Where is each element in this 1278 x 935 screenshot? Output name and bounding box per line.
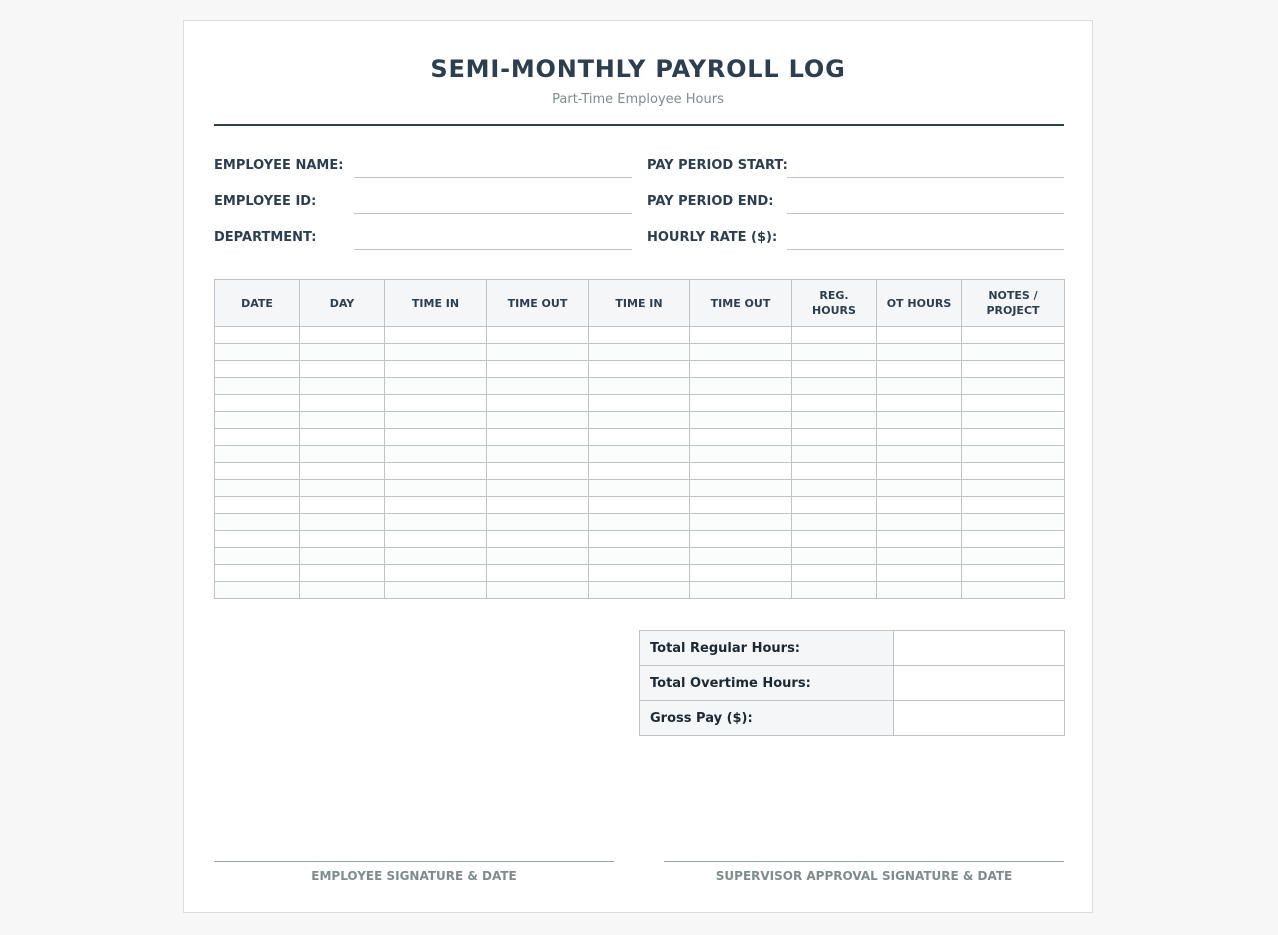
table-cell[interactable] (792, 582, 877, 599)
column-header: DATE (215, 280, 300, 327)
column-header: TIME IN (589, 280, 690, 327)
table-cell[interactable] (215, 344, 300, 361)
table-cell[interactable] (300, 344, 385, 361)
table-cell[interactable] (589, 446, 690, 463)
table-cell[interactable] (487, 327, 589, 344)
table-cell[interactable] (215, 446, 300, 463)
table-cell[interactable] (385, 327, 487, 344)
payroll-log-sheet (183, 20, 1093, 913)
table-cell[interactable] (300, 378, 385, 395)
table-row (215, 514, 1065, 531)
table-cell[interactable] (385, 514, 487, 531)
table-cell[interactable] (792, 480, 877, 497)
table-cell[interactable] (300, 395, 385, 412)
table-cell[interactable] (215, 480, 300, 497)
table-cell[interactable] (877, 412, 962, 429)
table-cell[interactable] (690, 497, 792, 514)
pay-period-start-field[interactable] (787, 177, 1064, 178)
pay-period-end-label: PAY PERIOD END: (647, 194, 774, 209)
table-row (215, 395, 1065, 412)
table-row (215, 429, 1065, 446)
table-cell[interactable] (300, 412, 385, 429)
table-cell[interactable] (487, 446, 589, 463)
table-cell[interactable] (792, 531, 877, 548)
table-cell[interactable] (792, 463, 877, 480)
table-cell[interactable] (877, 497, 962, 514)
table-cell[interactable] (792, 497, 877, 514)
column-header: TIME OUT (487, 280, 589, 327)
hourly-rate-label: HOURLY RATE ($): (647, 230, 778, 245)
table-cell[interactable] (385, 344, 487, 361)
table-cell[interactable] (487, 378, 589, 395)
table-cell[interactable] (792, 378, 877, 395)
table-cell[interactable] (962, 548, 1065, 565)
table-cell[interactable] (877, 327, 962, 344)
table-cell[interactable] (487, 344, 589, 361)
table-cell[interactable] (690, 429, 792, 446)
table-cell[interactable] (589, 582, 690, 599)
table-row (215, 327, 1065, 344)
department-field[interactable] (354, 249, 632, 250)
table-cell[interactable] (877, 429, 962, 446)
table-cell[interactable] (877, 395, 962, 412)
table-cell[interactable] (300, 582, 385, 599)
total-overtime-hours-row (640, 666, 1065, 701)
table-cell[interactable] (589, 344, 690, 361)
column-header: REG. HOURS (792, 280, 877, 327)
pay-period-start-label: PAY PERIOD START: (647, 158, 788, 173)
table-cell[interactable] (877, 582, 962, 599)
table-cell[interactable] (690, 446, 792, 463)
table-cell[interactable] (877, 446, 962, 463)
table-cell[interactable] (792, 565, 877, 582)
employee-name-field[interactable] (354, 177, 632, 178)
table-cell[interactable] (877, 514, 962, 531)
table-cell[interactable] (385, 378, 487, 395)
table-cell[interactable] (792, 548, 877, 565)
table-cell[interactable] (792, 412, 877, 429)
table-cell[interactable] (215, 565, 300, 582)
table-cell[interactable] (962, 531, 1065, 548)
page-title: SEMI-MONTHLY PAYROLL LOG (430, 55, 846, 83)
department-label: DEPARTMENT: (214, 230, 317, 245)
table-cell[interactable] (589, 395, 690, 412)
table-cell[interactable] (300, 463, 385, 480)
table-cell[interactable] (589, 531, 690, 548)
table-cell[interactable] (215, 548, 300, 565)
table-cell[interactable] (589, 378, 690, 395)
totals-table (639, 630, 1065, 736)
table-cell[interactable] (690, 412, 792, 429)
table-cell[interactable] (589, 548, 690, 565)
table-cell[interactable] (877, 480, 962, 497)
table-cell[interactable] (690, 463, 792, 480)
table-cell[interactable] (792, 361, 877, 378)
table-cell[interactable] (690, 582, 792, 599)
column-header: TIME IN (385, 280, 487, 327)
table-cell[interactable] (690, 565, 792, 582)
table-cell[interactable] (215, 514, 300, 531)
table-cell[interactable] (962, 582, 1065, 599)
table-cell[interactable] (589, 463, 690, 480)
gross-pay-row (640, 701, 1065, 736)
table-cell[interactable] (300, 497, 385, 514)
table-cell[interactable] (962, 565, 1065, 582)
table-row (215, 480, 1065, 497)
table-cell[interactable] (300, 361, 385, 378)
table-cell[interactable] (300, 548, 385, 565)
column-header: OT HOURS (877, 280, 962, 327)
table-cell[interactable] (300, 429, 385, 446)
column-header: TIME OUT (690, 280, 792, 327)
table-cell[interactable] (690, 361, 792, 378)
table-row (215, 378, 1065, 395)
table-cell[interactable] (792, 514, 877, 531)
table-cell[interactable] (385, 361, 487, 378)
total-regular-hours-value[interactable] (894, 631, 1065, 666)
table-cell[interactable] (589, 565, 690, 582)
table-cell[interactable] (690, 378, 792, 395)
table-cell[interactable] (589, 497, 690, 514)
table-row (215, 463, 1065, 480)
gross-pay-value[interactable] (894, 701, 1065, 736)
total-regular-hours-row (640, 631, 1065, 666)
table-cell[interactable] (877, 378, 962, 395)
total-overtime-hours-label: Total Overtime Hours: (640, 666, 894, 701)
table-cell[interactable] (487, 395, 589, 412)
table-row (215, 531, 1065, 548)
table-cell[interactable] (792, 429, 877, 446)
table-cell[interactable] (215, 361, 300, 378)
table-cell[interactable] (690, 548, 792, 565)
hourly-rate-field[interactable] (787, 249, 1064, 250)
column-header: NOTES / PROJECT (962, 280, 1065, 327)
pay-period-end-field[interactable] (787, 213, 1064, 214)
table-cell[interactable] (385, 480, 487, 497)
table-cell[interactable] (300, 514, 385, 531)
table-cell[interactable] (877, 565, 962, 582)
employee-id-label: EMPLOYEE ID: (214, 194, 317, 209)
table-cell[interactable] (877, 531, 962, 548)
total-regular-hours-label: Total Regular Hours: (640, 631, 894, 666)
table-row (215, 412, 1065, 429)
table-cell[interactable] (487, 361, 589, 378)
employee-id-field[interactable] (354, 213, 632, 214)
title-divider (214, 124, 1064, 126)
table-cell[interactable] (487, 548, 589, 565)
table-cell[interactable] (385, 497, 487, 514)
table-cell[interactable] (962, 327, 1065, 344)
table-cell[interactable] (792, 395, 877, 412)
page-subtitle: Part-Time Employee Hours (552, 92, 724, 107)
total-overtime-hours-value[interactable] (894, 666, 1065, 701)
table-cell[interactable] (300, 446, 385, 463)
table-cell[interactable] (962, 446, 1065, 463)
employee-signature-label: EMPLOYEE SIGNATURE & DATE (311, 869, 517, 883)
table-body (215, 327, 1065, 599)
table-cell[interactable] (385, 582, 487, 599)
table-cell[interactable] (589, 514, 690, 531)
table-cell[interactable] (300, 565, 385, 582)
table-cell[interactable] (215, 497, 300, 514)
supervisor-signature-line[interactable] (664, 861, 1064, 862)
table-cell[interactable] (487, 480, 589, 497)
table-cell[interactable] (215, 463, 300, 480)
table-cell[interactable] (690, 514, 792, 531)
table-cell[interactable] (792, 446, 877, 463)
table-cell[interactable] (385, 548, 487, 565)
table-cell[interactable] (877, 344, 962, 361)
table-cell[interactable] (690, 531, 792, 548)
table-cell[interactable] (589, 327, 690, 344)
table-cell[interactable] (385, 395, 487, 412)
table-cell[interactable] (487, 412, 589, 429)
table-cell[interactable] (300, 327, 385, 344)
table-cell[interactable] (487, 497, 589, 514)
table-cell[interactable] (487, 429, 589, 446)
table-cell[interactable] (215, 412, 300, 429)
table-cell[interactable] (792, 344, 877, 361)
table-cell[interactable] (385, 429, 487, 446)
table-cell[interactable] (690, 327, 792, 344)
supervisor-signature-label: SUPERVISOR APPROVAL SIGNATURE & DATE (715, 869, 1013, 883)
table-cell[interactable] (385, 463, 487, 480)
table-cell[interactable] (589, 412, 690, 429)
table-cell[interactable] (962, 412, 1065, 429)
employee-signature-line[interactable] (214, 861, 614, 862)
employee-name-label: EMPLOYEE NAME: (214, 158, 344, 173)
table-row (215, 361, 1065, 378)
table-cell[interactable] (877, 463, 962, 480)
table-cell[interactable] (877, 548, 962, 565)
hours-log-table (214, 279, 1065, 599)
table-cell[interactable] (962, 429, 1065, 446)
table-cell[interactable] (487, 531, 589, 548)
table-cell[interactable] (962, 378, 1065, 395)
table-cell[interactable] (385, 412, 487, 429)
table-cell[interactable] (792, 327, 877, 344)
table-cell[interactable] (962, 480, 1065, 497)
table-row (215, 446, 1065, 463)
table-cell[interactable] (385, 565, 487, 582)
table-row (215, 344, 1065, 361)
gross-pay-label: Gross Pay ($): (640, 701, 894, 736)
table-row (215, 582, 1065, 599)
table-row (215, 565, 1065, 582)
table-cell[interactable] (877, 361, 962, 378)
column-header: DAY (300, 280, 385, 327)
table-cell[interactable] (215, 378, 300, 395)
table-cell[interactable] (589, 361, 690, 378)
table-row (215, 548, 1065, 565)
table-cell[interactable] (487, 463, 589, 480)
table-cell[interactable] (300, 531, 385, 548)
table-cell[interactable] (487, 565, 589, 582)
table-cell[interactable] (962, 361, 1065, 378)
table-cell[interactable] (215, 327, 300, 344)
table-header-row (215, 280, 1065, 327)
table-cell[interactable] (215, 429, 300, 446)
table-cell[interactable] (962, 395, 1065, 412)
table-cell[interactable] (215, 531, 300, 548)
table-cell[interactable] (215, 582, 300, 599)
table-cell[interactable] (690, 395, 792, 412)
table-cell[interactable] (589, 429, 690, 446)
table-cell[interactable] (690, 344, 792, 361)
table-cell[interactable] (962, 344, 1065, 361)
table-row (215, 497, 1065, 514)
table-cell[interactable] (385, 531, 487, 548)
table-cell[interactable] (487, 514, 589, 531)
table-cell[interactable] (385, 446, 487, 463)
table-cell[interactable] (962, 514, 1065, 531)
table-cell[interactable] (962, 463, 1065, 480)
table-cell[interactable] (962, 497, 1065, 514)
table-cell[interactable] (215, 395, 300, 412)
table-cell[interactable] (300, 480, 385, 497)
table-cell[interactable] (487, 582, 589, 599)
table-cell[interactable] (690, 480, 792, 497)
table-cell[interactable] (589, 480, 690, 497)
